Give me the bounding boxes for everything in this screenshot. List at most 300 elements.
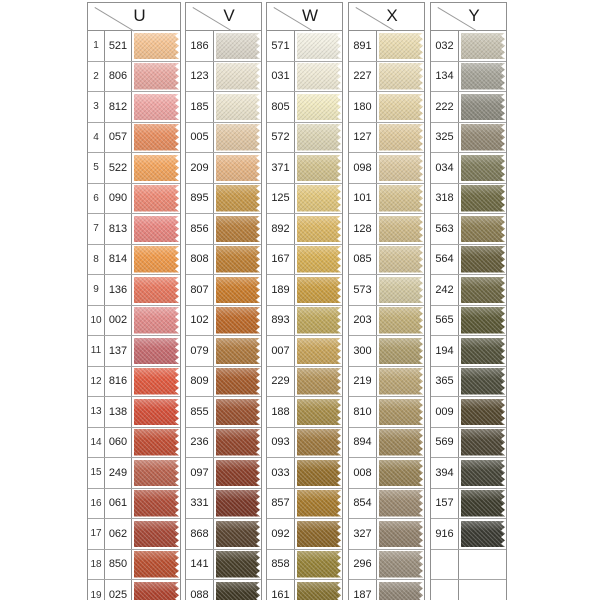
swatch-row xyxy=(186,275,261,306)
color-swatch-125 xyxy=(297,185,341,212)
color-swatch-394 xyxy=(461,460,505,487)
thread-code: 331 xyxy=(186,489,214,519)
swatch-area xyxy=(132,62,180,92)
swatch-row xyxy=(431,489,506,520)
row-index: 11 xyxy=(88,336,105,366)
thread-code: 128 xyxy=(349,214,377,244)
swatch-row xyxy=(186,519,261,550)
thread-code: 034 xyxy=(431,153,459,183)
swatch-row xyxy=(431,306,506,337)
swatch-row xyxy=(88,92,180,123)
swatch-area xyxy=(459,214,506,244)
color-swatch-203 xyxy=(379,307,423,334)
swatch-area xyxy=(295,489,342,519)
swatch-row xyxy=(267,184,342,215)
row-index: 10 xyxy=(88,306,105,336)
swatch-row xyxy=(349,367,424,398)
color-swatch-850 xyxy=(134,551,179,578)
swatch-area xyxy=(377,550,424,580)
swatch-area xyxy=(214,397,261,427)
color-swatch-008 xyxy=(379,460,423,487)
swatch-area xyxy=(295,458,342,488)
row-index: 14 xyxy=(88,428,105,458)
swatch-area xyxy=(214,123,261,153)
swatch-row xyxy=(431,550,506,581)
swatch-area xyxy=(132,489,180,519)
color-swatch-189 xyxy=(297,277,341,304)
thread-code: 522 xyxy=(105,153,132,183)
swatch-row xyxy=(431,31,506,62)
color-swatch-138 xyxy=(134,399,179,426)
thread-code: 563 xyxy=(431,214,459,244)
color-swatch-854 xyxy=(379,490,423,517)
color-swatch-005 xyxy=(216,124,260,151)
color-swatch-236 xyxy=(216,429,260,456)
color-swatch-895 xyxy=(216,185,260,212)
swatch-area xyxy=(377,153,424,183)
color-swatch-563 xyxy=(461,216,505,243)
swatch-row xyxy=(267,458,342,489)
color-swatch-127 xyxy=(379,124,423,151)
swatch-area xyxy=(295,92,342,122)
row-index: 13 xyxy=(88,397,105,427)
column-letter: V xyxy=(223,6,236,25)
column-header-X xyxy=(349,3,424,31)
color-swatch-097 xyxy=(216,460,260,487)
swatch-row xyxy=(267,367,342,398)
swatch-row xyxy=(349,458,424,489)
swatch-row xyxy=(431,62,506,93)
thread-code: 805 xyxy=(267,92,295,122)
thread-code: 891 xyxy=(349,31,377,61)
swatch-row xyxy=(431,428,506,459)
column-block-Y xyxy=(430,2,507,600)
thread-code: 893 xyxy=(267,306,295,336)
swatch-row xyxy=(186,306,261,337)
row-index: 9 xyxy=(88,275,105,305)
thread-code: 327 xyxy=(349,519,377,549)
swatch-row xyxy=(431,580,506,600)
swatch-area xyxy=(214,92,261,122)
thread-code: 097 xyxy=(186,458,214,488)
color-swatch-806 xyxy=(134,63,179,90)
swatch-area xyxy=(459,367,506,397)
thread-code: 079 xyxy=(186,336,214,366)
swatch-row xyxy=(88,123,180,154)
color-swatch-157 xyxy=(461,490,505,517)
color-swatch-222 xyxy=(461,94,505,121)
thread-code: 850 xyxy=(105,550,132,580)
color-swatch-571 xyxy=(297,33,341,60)
swatch-row xyxy=(88,306,180,337)
swatch-area xyxy=(295,214,342,244)
color-swatch-573 xyxy=(379,277,423,304)
swatch-area xyxy=(132,336,180,366)
thread-code: 868 xyxy=(186,519,214,549)
thread-code: 032 xyxy=(431,31,459,61)
thread-code: 219 xyxy=(349,367,377,397)
thread-code: 810 xyxy=(349,397,377,427)
color-swatch-331 xyxy=(216,490,260,517)
row-index: 6 xyxy=(88,184,105,214)
swatch-row xyxy=(349,92,424,123)
color-swatch-814 xyxy=(134,246,179,273)
swatch-row xyxy=(349,519,424,550)
swatch-row xyxy=(431,153,506,184)
swatch-row xyxy=(88,397,180,428)
color-swatch-141 xyxy=(216,551,260,578)
swatch-row xyxy=(349,580,424,600)
thread-code: 808 xyxy=(186,245,214,275)
swatch-area xyxy=(295,62,342,92)
swatch-row xyxy=(267,245,342,276)
thread-code: 854 xyxy=(349,489,377,519)
swatch-row xyxy=(88,580,180,600)
color-swatch-807 xyxy=(216,277,260,304)
color-swatch-371 xyxy=(297,155,341,182)
swatch-row xyxy=(186,153,261,184)
thread-code: 816 xyxy=(105,367,132,397)
thread-code: 092 xyxy=(267,519,295,549)
color-swatch-365 xyxy=(461,368,505,395)
color-swatch-034 xyxy=(461,155,505,182)
color-swatch-318 xyxy=(461,185,505,212)
thread-code: 134 xyxy=(431,62,459,92)
color-swatch-079 xyxy=(216,338,260,365)
swatch-row xyxy=(431,275,506,306)
thread-code: 161 xyxy=(267,580,295,600)
thread-code: 098 xyxy=(349,153,377,183)
color-swatch-002 xyxy=(134,307,179,334)
swatch-row xyxy=(186,458,261,489)
thread-code: 125 xyxy=(267,184,295,214)
swatch-row xyxy=(186,428,261,459)
swatch-area xyxy=(459,92,506,122)
color-swatch-229 xyxy=(297,368,341,395)
swatch-row xyxy=(267,397,342,428)
swatch-area xyxy=(132,214,180,244)
color-swatch-892 xyxy=(297,216,341,243)
swatch-area xyxy=(214,489,261,519)
swatch-area xyxy=(459,306,506,336)
column-block-X xyxy=(348,2,425,600)
swatch-row xyxy=(267,428,342,459)
swatch-row xyxy=(349,428,424,459)
swatch-area xyxy=(459,336,506,366)
thread-code: 564 xyxy=(431,245,459,275)
swatch-row xyxy=(267,550,342,581)
column-letter: X xyxy=(386,6,399,25)
color-swatch-088 xyxy=(216,582,260,600)
color-swatch-300 xyxy=(379,338,423,365)
swatch-area xyxy=(295,519,342,549)
color-swatch-857 xyxy=(297,490,341,517)
swatch-row xyxy=(186,184,261,215)
swatch-area xyxy=(132,428,180,458)
color-swatch-813 xyxy=(134,216,179,243)
thread-code: 007 xyxy=(267,336,295,366)
swatch-row xyxy=(349,62,424,93)
color-swatch-061 xyxy=(134,490,179,517)
thread-code: 187 xyxy=(349,580,377,600)
swatch-row xyxy=(88,153,180,184)
row-index: 4 xyxy=(88,123,105,153)
swatch-row xyxy=(349,489,424,520)
swatch-area xyxy=(132,580,180,600)
swatch-row xyxy=(267,92,342,123)
swatch-area xyxy=(377,306,424,336)
color-swatch-185 xyxy=(216,94,260,121)
color-swatch-327 xyxy=(379,521,423,548)
color-swatch-057 xyxy=(134,124,179,151)
swatch-row xyxy=(349,153,424,184)
thread-code: 123 xyxy=(186,62,214,92)
color-swatch-891 xyxy=(379,33,423,60)
thread-code: 855 xyxy=(186,397,214,427)
thread-code: 318 xyxy=(431,184,459,214)
swatch-row xyxy=(431,184,506,215)
swatch-row xyxy=(267,153,342,184)
thread-code: 061 xyxy=(105,489,132,519)
thread-code: 229 xyxy=(267,367,295,397)
swatch-area xyxy=(132,550,180,580)
thread-code xyxy=(431,550,459,580)
color-swatch-161 xyxy=(297,582,341,600)
swatch-area xyxy=(132,92,180,122)
swatch-area xyxy=(459,123,506,153)
thread-code: 894 xyxy=(349,428,377,458)
color-swatch-025 xyxy=(134,582,179,600)
swatch-row xyxy=(88,428,180,459)
thread-code: 222 xyxy=(431,92,459,122)
color-swatch-033 xyxy=(297,460,341,487)
thread-code: 167 xyxy=(267,245,295,275)
swatch-area xyxy=(459,184,506,214)
color-swatch-893 xyxy=(297,307,341,334)
swatch-row xyxy=(88,367,180,398)
thread-code: 806 xyxy=(105,62,132,92)
swatch-area xyxy=(459,245,506,275)
swatch-area xyxy=(214,550,261,580)
thread-code: 521 xyxy=(105,31,132,61)
color-swatch-227 xyxy=(379,63,423,90)
thread-code: 916 xyxy=(431,519,459,549)
thread-code: 203 xyxy=(349,306,377,336)
swatch-area xyxy=(377,489,424,519)
thread-code: 249 xyxy=(105,458,132,488)
color-swatch-809 xyxy=(216,368,260,395)
color-swatch-167 xyxy=(297,246,341,273)
thread-code: 857 xyxy=(267,489,295,519)
swatch-row xyxy=(88,550,180,581)
swatch-row xyxy=(349,336,424,367)
swatch-area xyxy=(377,458,424,488)
thread-code: 565 xyxy=(431,306,459,336)
row-index: 12 xyxy=(88,367,105,397)
swatch-area xyxy=(132,397,180,427)
thread-code: 033 xyxy=(267,458,295,488)
column-block-U xyxy=(87,2,181,600)
thread-code: 189 xyxy=(267,275,295,305)
color-swatch-325 xyxy=(461,124,505,151)
thread-code: 137 xyxy=(105,336,132,366)
row-index: 7 xyxy=(88,214,105,244)
column-block-W xyxy=(266,2,343,600)
color-swatch-093 xyxy=(297,429,341,456)
swatch-area xyxy=(214,458,261,488)
swatch-row xyxy=(267,519,342,550)
swatch-row xyxy=(431,519,506,550)
swatch-row xyxy=(186,550,261,581)
row-index: 18 xyxy=(88,550,105,580)
color-swatch-180 xyxy=(379,94,423,121)
color-swatch-569 xyxy=(461,429,505,456)
swatch-area xyxy=(214,153,261,183)
swatch-row xyxy=(186,245,261,276)
swatch-area xyxy=(295,31,342,61)
color-swatch-855 xyxy=(216,399,260,426)
thread-code: 157 xyxy=(431,489,459,519)
thread-code: 186 xyxy=(186,31,214,61)
swatch-row xyxy=(349,306,424,337)
thread-code: 813 xyxy=(105,214,132,244)
swatch-area xyxy=(377,123,424,153)
color-swatch-868 xyxy=(216,521,260,548)
swatch-row xyxy=(88,275,180,306)
swatch-area xyxy=(377,184,424,214)
color-swatch-123 xyxy=(216,63,260,90)
thread-code: 060 xyxy=(105,428,132,458)
swatch-area xyxy=(295,367,342,397)
swatch-area xyxy=(459,428,506,458)
color-swatch-564 xyxy=(461,246,505,273)
swatch-area xyxy=(295,153,342,183)
swatch-area xyxy=(132,458,180,488)
thread-code: 296 xyxy=(349,550,377,580)
thread-code: 892 xyxy=(267,214,295,244)
color-swatch-101 xyxy=(379,185,423,212)
swatch-row xyxy=(88,184,180,215)
thread-code: 809 xyxy=(186,367,214,397)
swatch-area xyxy=(132,519,180,549)
thread-code: 031 xyxy=(267,62,295,92)
swatch-row xyxy=(186,489,261,520)
swatch-row xyxy=(186,397,261,428)
thread-code: 371 xyxy=(267,153,295,183)
color-swatch-186 xyxy=(216,33,260,60)
swatch-area xyxy=(214,245,261,275)
swatch-row xyxy=(349,550,424,581)
swatch-row xyxy=(267,580,342,600)
swatch-area xyxy=(459,580,506,600)
swatch-row xyxy=(431,336,506,367)
thread-code: 194 xyxy=(431,336,459,366)
swatch-row xyxy=(431,397,506,428)
swatch-area xyxy=(214,214,261,244)
swatch-area xyxy=(377,31,424,61)
swatch-row xyxy=(267,336,342,367)
swatch-area xyxy=(214,519,261,549)
color-swatch-521 xyxy=(134,33,179,60)
color-swatch-136 xyxy=(134,277,179,304)
swatch-area xyxy=(459,31,506,61)
swatch-area xyxy=(459,458,506,488)
swatch-area xyxy=(459,397,506,427)
color-swatch-219 xyxy=(379,368,423,395)
swatch-area xyxy=(214,580,261,600)
swatch-row xyxy=(88,62,180,93)
thread-code: 812 xyxy=(105,92,132,122)
swatch-row xyxy=(88,489,180,520)
swatch-area xyxy=(214,275,261,305)
swatch-row xyxy=(267,275,342,306)
row-index: 5 xyxy=(88,153,105,183)
thread-code: 227 xyxy=(349,62,377,92)
color-swatch-137 xyxy=(134,338,179,365)
color-swatch-810 xyxy=(379,399,423,426)
thread-code: 127 xyxy=(349,123,377,153)
thread-code: 188 xyxy=(267,397,295,427)
thread-code: 005 xyxy=(186,123,214,153)
thread-code: 180 xyxy=(349,92,377,122)
thread-code: 858 xyxy=(267,550,295,580)
color-swatch-916 xyxy=(461,521,505,548)
swatch-row xyxy=(186,580,261,600)
swatch-area xyxy=(459,519,506,549)
color-swatch-209 xyxy=(216,155,260,182)
swatch-row xyxy=(186,123,261,154)
swatch-row xyxy=(349,397,424,428)
color-swatch-128 xyxy=(379,216,423,243)
thread-code: 141 xyxy=(186,550,214,580)
swatch-area xyxy=(295,428,342,458)
swatch-row xyxy=(88,519,180,550)
color-swatch-102 xyxy=(216,307,260,334)
swatch-area xyxy=(459,62,506,92)
swatch-row xyxy=(267,214,342,245)
thread-code xyxy=(431,580,459,600)
thread-code: 002 xyxy=(105,306,132,336)
color-swatch-242 xyxy=(461,277,505,304)
thread-code: 138 xyxy=(105,397,132,427)
swatch-area xyxy=(295,580,342,600)
row-index: 16 xyxy=(88,489,105,519)
swatch-row xyxy=(186,336,261,367)
thread-code: 807 xyxy=(186,275,214,305)
swatch-row xyxy=(88,458,180,489)
swatch-area xyxy=(377,580,424,600)
swatch-area xyxy=(295,275,342,305)
swatch-row xyxy=(431,214,506,245)
color-swatch-249 xyxy=(134,460,179,487)
swatch-row xyxy=(88,245,180,276)
thread-code: 085 xyxy=(349,245,377,275)
thread-code: 325 xyxy=(431,123,459,153)
swatch-area xyxy=(377,519,424,549)
swatch-area xyxy=(295,123,342,153)
swatch-row xyxy=(431,92,506,123)
color-swatch-296 xyxy=(379,551,423,578)
swatch-area xyxy=(132,184,180,214)
swatch-area xyxy=(459,153,506,183)
swatch-area xyxy=(377,245,424,275)
color-swatch-009 xyxy=(461,399,505,426)
thread-code: 136 xyxy=(105,275,132,305)
swatch-area xyxy=(377,92,424,122)
thread-code: 814 xyxy=(105,245,132,275)
swatch-row xyxy=(431,245,506,276)
thread-code: 300 xyxy=(349,336,377,366)
